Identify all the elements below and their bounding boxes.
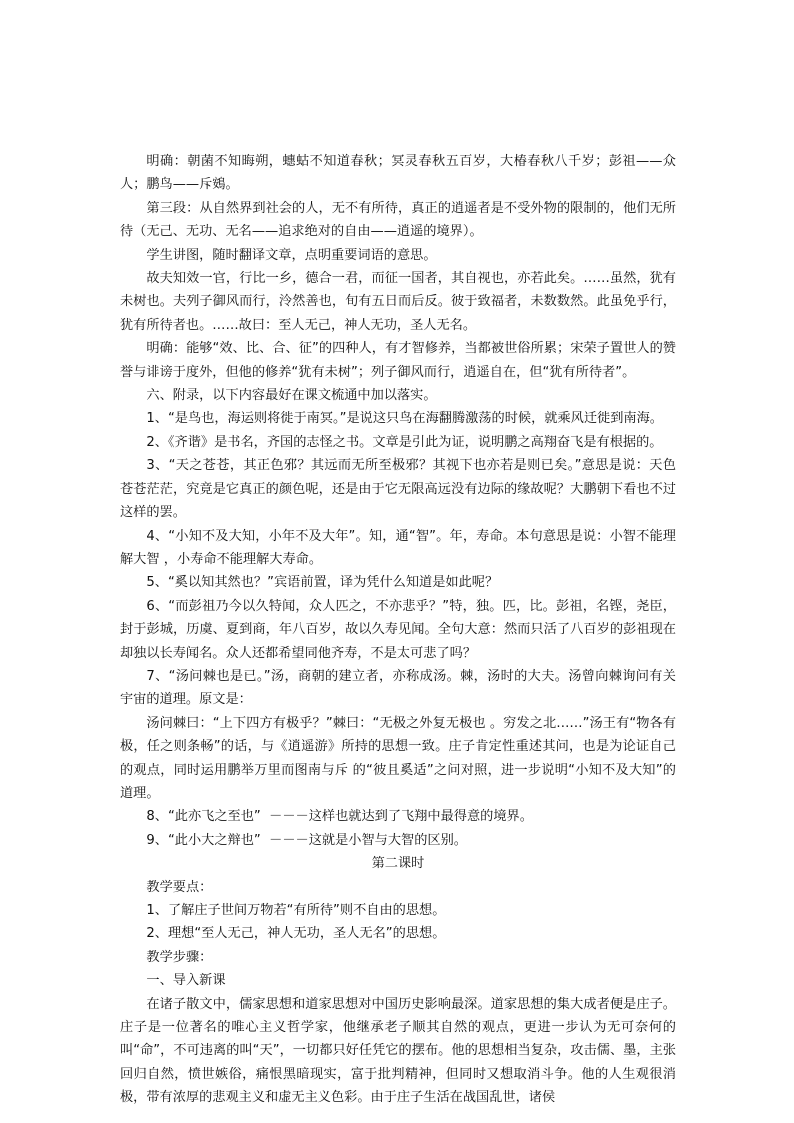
list-item: 4、“小知不及大知，小年不及大年”。知，通“智”。年，寿命。本句意思是说：小智不能理解大智 ，小寿命不能理解大寿命。 bbox=[120, 528, 676, 567]
paragraph: 第三段：从自然界到社会的人，无不有所待，真正的逍遥者是不受外物的限制的，他们无所待（无己、无功、无名——追求绝对的自由——逍遥的境界）。 bbox=[120, 200, 676, 240]
document-page bbox=[120, 150, 676, 1110]
list-item: 3、“天之苍苍，其正色邪？其远而无所至极邪？其视下也亦若是则已矣。”意思是说：天色苍苍茫茫，究竟是它真正的颜色呢，还是由于它无限高远没有边际的缘故呢？大鹏朝下看也不过这样的罢。 bbox=[120, 458, 676, 521]
paragraph: 学生讲图，随时翻译文章，点明重要词语的意思。 bbox=[146, 247, 437, 263]
list-item: 2、理想“至人无己，神人无功，圣人无名”的思想。 bbox=[146, 926, 446, 942]
section-heading: 教学步骤： bbox=[146, 949, 213, 965]
paragraph: 在诸子散文中，儒家思想和道家思想对中国历史影响最深。道家思想的集大成者便是庄子。庄子是一位著名的唯心主义哲学家，他继承老子顺其自然的观点，更进一步认为无可奈何的叫“命”，不可违离的叫“天”，一切都只好任凭它的摆布。他的思想相当复杂，攻击儒、墨，主张回归自然，愤世嫉俗，痛恨黑暗现实，富于批判精神，但同时又想取消斗争。他的人生观很消极，带有浓厚的悲观主义和虚无主义色彩。由于庄子生活在战国乱世，诸侯 bbox=[120, 996, 676, 1106]
paragraph: 明确：朝菌不知晦朔，蟪蛄不知道春秋；冥灵春秋五百岁，大椿春秋八千岁；彭祖——众人；鹏鸟——斥鴳。 bbox=[120, 154, 676, 193]
section-heading: 一、导入新课 bbox=[146, 973, 226, 989]
list-item: 7、“汤问棘也是已。”汤，商朝的建立者，亦称成汤。棘，汤时的大夫。汤曾向棘询问有关宇宙的道理。原文是： bbox=[120, 668, 676, 708]
quote-paragraph: 故夫知效一官，行比一乡，德合一君，而征一国者，其自视也，亦若此矣。……虽然，犹有未树也。夫列子御风而行，泠然善也，旬有五日而后反。彼于致福者，未数数然。此虽免乎行，犹有所待者也。……故曰：至人无己，神人无功，圣人无名。 bbox=[120, 271, 676, 333]
list-item: 9、“此小大之辩也” －－－这就是小智与大智的区别。 bbox=[146, 832, 467, 848]
list-item: 8、“此亦飞之至也” －－－这样也就达到了飞翔中最得意的境界。 bbox=[146, 809, 533, 825]
list-item: 1、“是鸟也，海运则将徙于南冥。”是说这只鸟在海翻腾激荡的时候，就乘风迁徙到南海。 bbox=[146, 411, 663, 427]
section-heading: 六、附录，以下内容最好在课文梳通中加以落实。 bbox=[146, 388, 437, 404]
list-item: 5、“奚以知其然也？”宾语前置，译为凭什么知道是如此呢？ bbox=[146, 575, 499, 591]
list-item: 2、《齐谐》是书名，齐国的志怪之书。文章是引此为证，说明鹏之高翔奋飞是有根据的。 bbox=[146, 434, 663, 450]
list-item: 6、“而彭祖乃今以久特闻，众人匹之，不亦悲乎？”特，独。匹，比。彭祖，名铿，尧臣，封于彭城，历虞、夏到商，年八百岁，故以久寿见闻。全句大意：然而只活了八百岁的彭祖现在却独以长寿闻名。众人还都希望同他齐寿，不是太可悲了吗？ bbox=[120, 598, 676, 661]
list-item: 1、了解庄子世间万物若“有所待”则不自由的思想。 bbox=[146, 903, 446, 918]
section-heading: 教学要点： bbox=[146, 879, 213, 895]
lesson-title: 第二课时 bbox=[371, 856, 425, 872]
quote-paragraph: 汤问棘曰：“上下四方有极乎？”棘曰：“无极之外复无极也 。穷发之北……”汤王有“物各有极，任之则条畅”的话，与《逍遥游》所持的思想一致。庄子肯定性重述其问，也是为论证自己的观点，同时运用鹏举万里而图南与斥 的“彼且奚适”之问对照，进一步说明“小知不及大知”的道理。 bbox=[120, 715, 676, 801]
paragraph: 明确：能够“效、比、合、征”的四种人，有才智修养，当都被世俗所累；宋荣子置世人的赞誉与诽谤于度外，但他的修养“犹有未树”；列子御风而行，逍遥自在，但“犹有所待者”。 bbox=[120, 341, 676, 380]
